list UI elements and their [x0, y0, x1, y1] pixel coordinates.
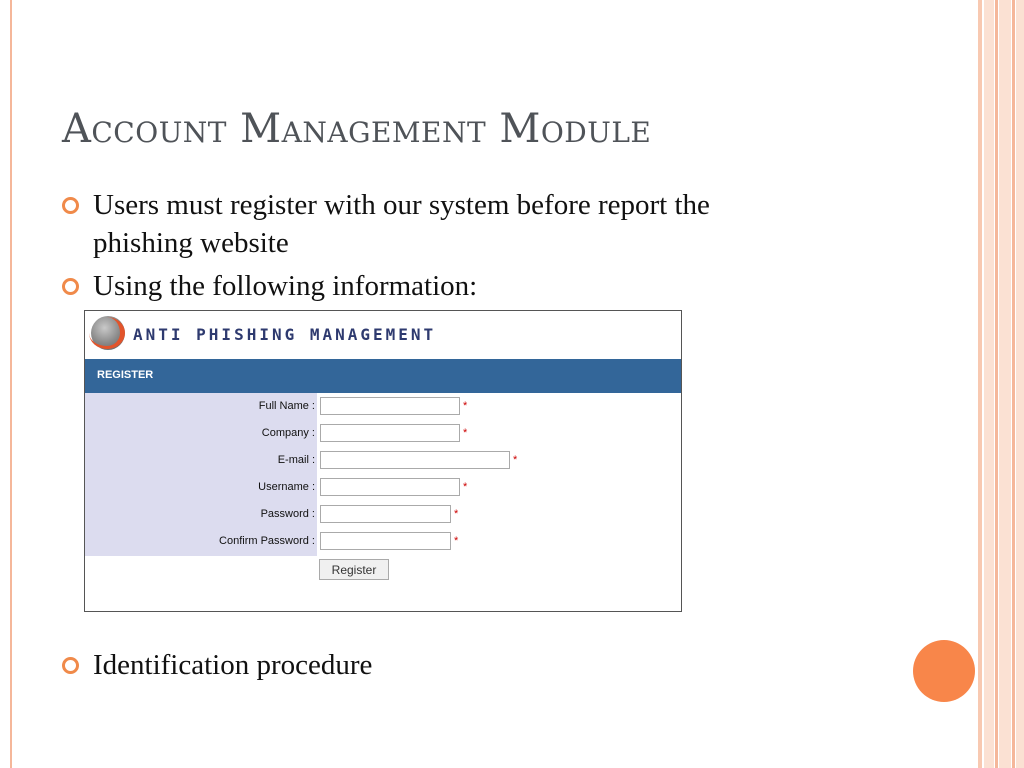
right-stripe — [995, 0, 998, 768]
bullet-text: Identification procedure — [93, 649, 373, 681]
registration-form-screenshot — [84, 310, 682, 612]
app-logo-banner — [85, 311, 681, 359]
required-marker: * — [454, 508, 459, 520]
right-stripe — [1016, 0, 1024, 768]
required-marker: * — [463, 481, 468, 493]
company-input[interactable] — [320, 424, 460, 442]
full-name-input[interactable] — [320, 397, 460, 415]
password-input[interactable] — [320, 505, 451, 523]
app-logo-text: ANTI PHISHING MANAGEMENT — [133, 325, 437, 344]
form-row-confirm-password — [85, 531, 681, 553]
email-input[interactable] — [320, 451, 510, 469]
slide-title: Account Management Module — [62, 106, 652, 152]
full-name-label: Full Name : — [258, 400, 315, 412]
register-header — [85, 359, 681, 393]
required-marker: * — [463, 427, 468, 439]
form-row-password — [85, 504, 681, 526]
required-marker: * — [454, 535, 459, 547]
form-row-company — [85, 423, 681, 445]
swoosh-icon — [89, 317, 125, 349]
confirm-password-label: Confirm Password : — [219, 535, 315, 547]
required-marker: * — [513, 454, 518, 466]
bullet-text: Using the following information: — [93, 270, 478, 302]
email-label: E-mail : — [277, 454, 315, 466]
right-stripe — [984, 0, 994, 768]
bullet-circle-icon — [62, 197, 79, 214]
register-header-label: REGISTER — [97, 369, 154, 381]
password-label: Password : — [260, 508, 315, 520]
form-row-email — [85, 450, 681, 472]
username-input[interactable] — [320, 478, 460, 496]
register-button[interactable]: Register — [319, 559, 389, 580]
bullet-circle-icon — [62, 278, 79, 295]
bullet-circle-icon — [62, 657, 79, 674]
right-stripe — [978, 0, 982, 768]
confirm-password-input[interactable] — [320, 532, 451, 550]
right-stripe — [999, 0, 1011, 768]
form-row-username — [85, 477, 681, 499]
form-row-full-name — [85, 396, 681, 418]
right-stripe — [1012, 0, 1015, 768]
company-label: Company : — [261, 427, 315, 439]
username-label: Username : — [258, 481, 315, 493]
decorative-circle — [913, 640, 975, 702]
left-border-line — [10, 0, 12, 768]
bullet-text: Users must register with our system before report the phishing website — [93, 189, 710, 259]
required-marker: * — [463, 400, 468, 412]
